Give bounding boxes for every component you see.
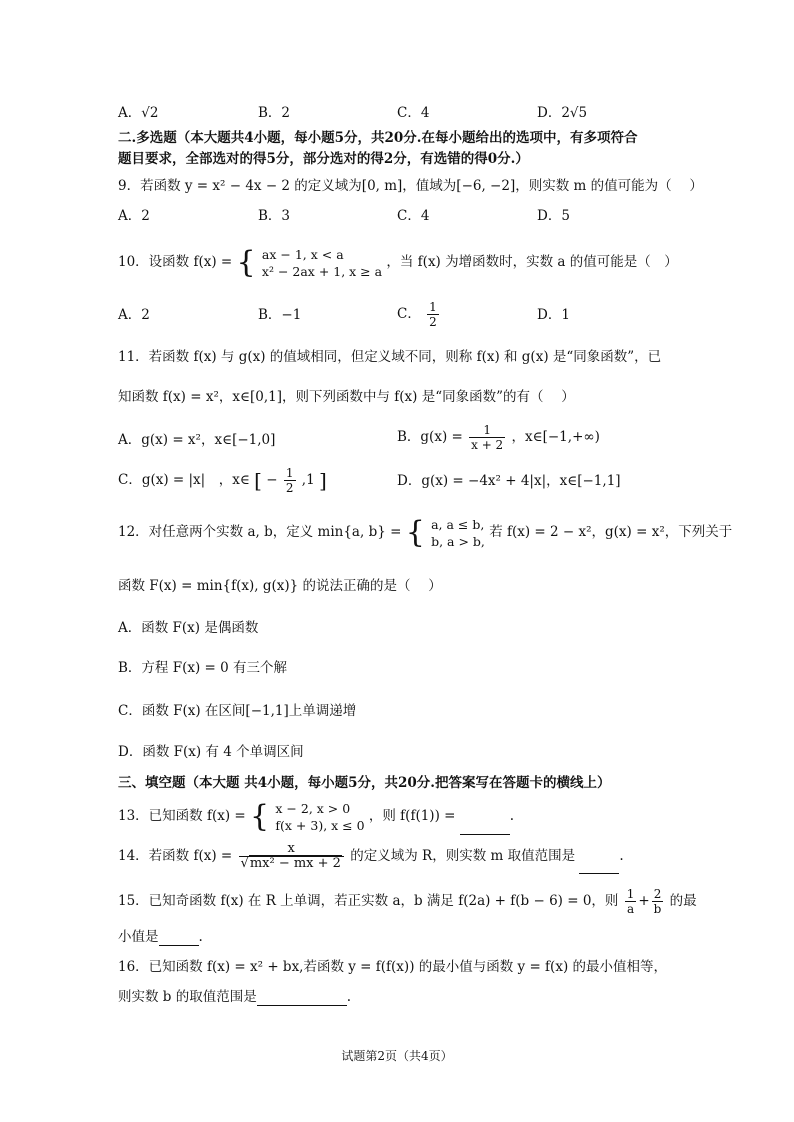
- q13-case2: f(x + 3), x ≤ 0: [275, 817, 365, 833]
- q12-cases: [431, 516, 485, 550]
- q10-case2: x² − 2ax + 1, x ≥ a: [261, 263, 383, 279]
- q8-option-a: A．√2: [118, 105, 159, 121]
- q14-stem: 14．若函数 f(x) = $\frac{x}{\text{√mx² − mx + 2}}$ 的定义域为 R，则实数 m 取值范围是 .: [118, 838, 624, 874]
- brace-icon: {: [236, 244, 256, 280]
- q10-c-numerator: 1: [429, 300, 437, 314]
- q11-option-b-suffix: ，x∈[−1,+∞): [511, 429, 600, 445]
- q15-line1-prefix: 15．已知奇函数 f(x) 在 R 上单调，若正实数 a，b 满足 f(2a) + f(b − 6) = 0，则: [118, 893, 619, 909]
- page-footer: 试题第2页（共4页）: [341, 1049, 453, 1063]
- q11-option-c: C．g(x) = |x| ，x∈ [ − $\frac{1}{2}$ ,1 ]: [118, 466, 327, 495]
- q13-prefix: 13．已知函数 f(x) =: [118, 808, 246, 824]
- q15-f1-numerator: 1: [626, 887, 635, 901]
- q11-c-denominator: 2: [285, 481, 294, 495]
- brace-icon: {: [405, 514, 425, 550]
- q9-option-c: C．4: [397, 208, 430, 224]
- q8-option-c: C．4: [397, 105, 430, 121]
- q14-numerator: x: [239, 842, 344, 857]
- q10-stem: [118, 242, 678, 282]
- q12-case1: a, a ≤ b,: [431, 516, 485, 532]
- q16-answer-blank[interactable]: [257, 991, 347, 1006]
- brace-icon: {: [250, 798, 270, 834]
- q10-suffix: ，当 f(x) 为增函数时，实数 a 的值可能是（ ）: [386, 254, 678, 270]
- q13-answer-blank[interactable]: [460, 820, 510, 835]
- q12-option-a: A．函数 F(x) 是偶函数: [118, 620, 259, 636]
- q11-line1: 11．若函数 f(x) 与 g(x) 的值域相同，但定义域不同，则称 f(x) 和 g(x) 是“同象函数”，已: [118, 349, 662, 365]
- q9-option-d: D．5: [537, 208, 570, 224]
- q9-option-a: A．2: [118, 208, 150, 224]
- q15-fraction-2: [652, 887, 664, 916]
- q15-fraction-1: [625, 887, 637, 916]
- q10-option-c: [397, 300, 441, 329]
- q12-option-b: B．方程 F(x) = 0 有三个解: [118, 660, 288, 676]
- q10-case1: ax − 1, x < a: [261, 246, 344, 262]
- q14-fraction: [239, 842, 344, 871]
- section3-heading: 三、填空题（本大题 共4小题，每小题5分，共20分.把答案写在答题卡的横线上）: [118, 775, 611, 791]
- q13-case1: x − 2, x > 0: [275, 800, 351, 816]
- q15-f2-denominator: b: [653, 902, 662, 916]
- q15-line1-suffix: 的最: [669, 893, 697, 909]
- q10-option-c-fraction: [427, 300, 439, 329]
- q9-stem: 9．若函数 y = x² − 4x − 2 的定义域为[0, m]，值域为[−6, −2]，则实数 m 的值可能为（ ）: [118, 178, 703, 194]
- q10-c-denominator: 2: [429, 315, 437, 329]
- q14-answer-blank[interactable]: [579, 859, 619, 874]
- q15-answer-blank[interactable]: [159, 931, 199, 946]
- q10-cases: [262, 246, 382, 280]
- q11-b-denominator: x + 2: [471, 438, 504, 452]
- q11-line2: 知函数 f(x) = x²，x∈[0,1]，则下列函数中与 f(x) 是“同象函数”的有（ ）: [118, 389, 575, 405]
- q11-option-a: A．g(x) = x²，x∈[−1,0]: [118, 432, 276, 448]
- q13-suffix: ，则 f(f(1)) =: [368, 808, 460, 824]
- q11-option-d: D．g(x) = −4x² + 4|x|，x∈[−1,1]: [397, 473, 621, 489]
- q9-option-b: B．3: [258, 208, 291, 224]
- q16-line2-text: 则实数 b 的取值范围是: [118, 989, 257, 1005]
- q15-line2: 小值是 .: [118, 929, 203, 945]
- q8-option-d: D．2√5: [537, 105, 588, 121]
- q14-prefix: 14．若函数 f(x) =: [118, 848, 233, 864]
- q16-line2: 则实数 b 的取值范围是 .: [118, 989, 352, 1005]
- q10-option-d: D．1: [537, 307, 570, 323]
- q13-stem: 13．已知函数 f(x) = { x − 2, x > 0 f(x + 3), x ≤ 0 ，则 f(f(1)) = .: [118, 798, 515, 834]
- q11-option-b: [397, 423, 600, 452]
- q10-option-a: A．2: [118, 307, 150, 323]
- q14-denominator: √mx² − mx + 2: [240, 856, 341, 871]
- q10-option-b: B．−1: [258, 307, 302, 323]
- q15-plus: +: [638, 893, 650, 909]
- q11-c-numerator: 1: [285, 466, 294, 480]
- q10-option-c-label: C．: [397, 306, 421, 322]
- q11-option-b-prefix: B．g(x) =: [397, 429, 463, 445]
- q15-f2-numerator: 2: [652, 887, 664, 902]
- q15-f1-denominator: a: [626, 902, 635, 916]
- q12-prefix: 12．对任意两个实数 a, b，定义 min{a, b} =: [118, 524, 402, 540]
- q15-line2-text: 小值是: [118, 929, 159, 945]
- q11-b-numerator: 1: [469, 423, 505, 438]
- q12-line2: 函数 F(x) = min{f(x), g(x)} 的说法正确的是（ ）: [118, 578, 442, 594]
- q8-option-b: B．2: [258, 105, 291, 121]
- q11-option-c-fraction: [284, 466, 296, 495]
- q10-prefix: 10．设函数 f(x) =: [118, 254, 233, 270]
- q12-line1: [118, 512, 732, 552]
- q16-line1: 16．已知函数 f(x) = x² + bx,若函数 y = f(f(x)) 的最小值与函数 y = f(x) 的最小值相等，: [118, 959, 667, 975]
- q11-option-b-fraction: [469, 423, 505, 452]
- section2-heading-line2: 题目要求，全部选对的得5分，部分选对的得2分，有选错的得0分.）: [118, 151, 529, 167]
- q12-option-d: D．函数 F(x) 有 4 个单调区间: [118, 744, 304, 760]
- q12-case2: b, a > b,: [431, 533, 485, 549]
- q12-option-c: C．函数 F(x) 在区间[−1,1]上单调递增: [118, 703, 357, 719]
- q13-cases: [275, 800, 364, 834]
- q15-line1: [118, 883, 697, 919]
- q14-suffix: 的定义域为 R，则实数 m 取值范围是: [350, 848, 576, 864]
- q14-radicand: mx² − mx + 2: [249, 856, 341, 871]
- section2-heading-line1: 二.多选题（本大题共4小题，每小题5分，共20分.在每小题给出的选项中，有多项符合: [118, 130, 638, 146]
- q11-option-c-prefix: C．g(x) = |x| ，x∈: [118, 472, 250, 488]
- q12-suffix: 若 f(x) = 2 − x²，g(x) = x²，下列关于: [489, 524, 733, 540]
